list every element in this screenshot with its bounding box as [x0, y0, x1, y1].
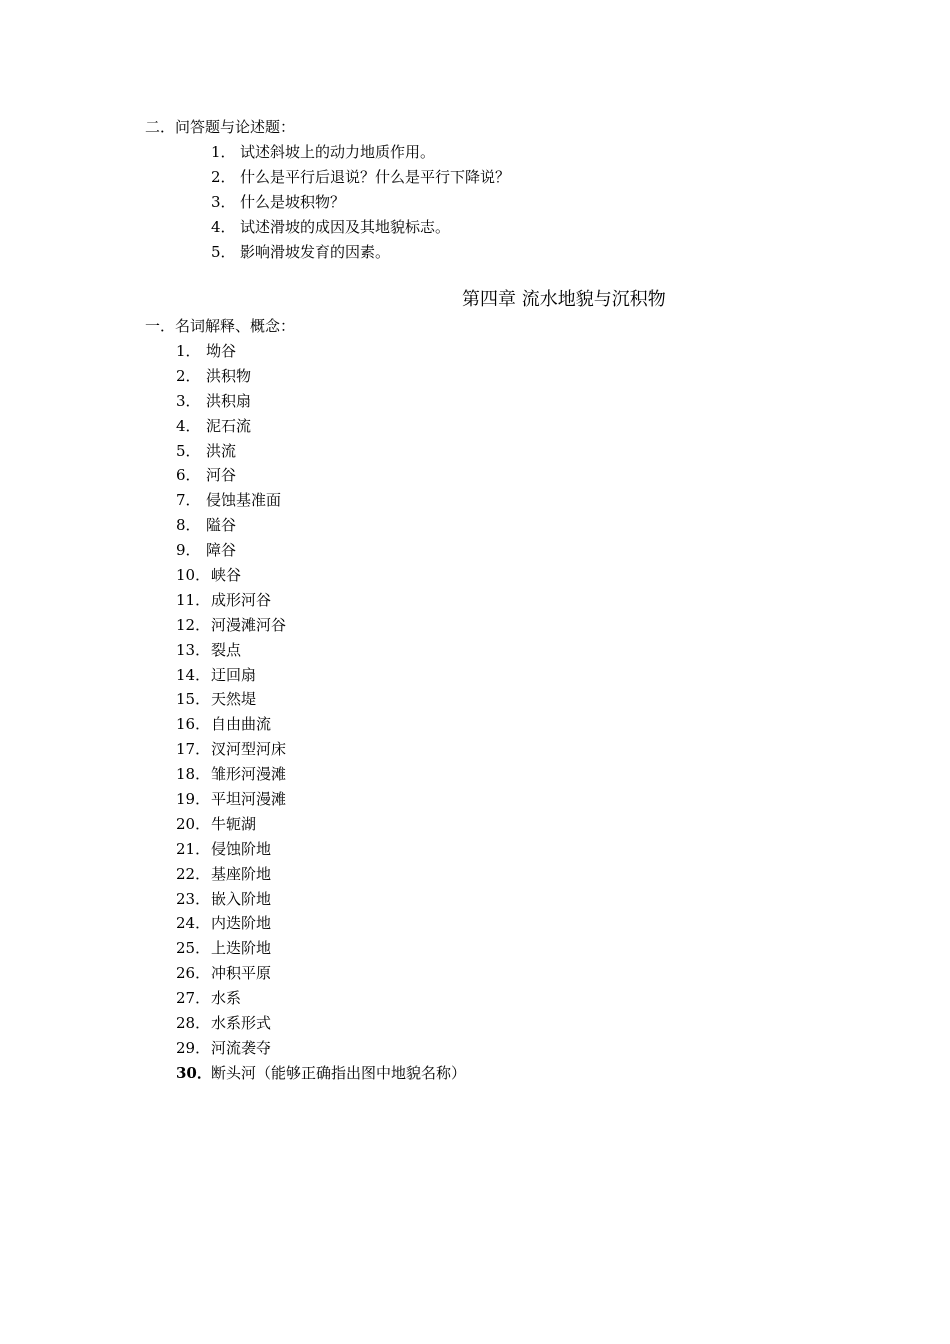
- item-number: 21．: [176, 839, 211, 858]
- chapter-title: 第四章 流水地貌与沉积物: [462, 289, 666, 310]
- item-number: 2．: [176, 366, 201, 385]
- item-number: 28．: [176, 1014, 211, 1033]
- list-item: [176, 814, 466, 834]
- item-number: 27．: [176, 989, 211, 1008]
- list-item: [176, 839, 466, 859]
- item-number: 11．: [176, 590, 211, 609]
- item-text: 成形河谷: [211, 590, 272, 609]
- item-number: 8．: [176, 516, 201, 535]
- list-item: [176, 366, 466, 386]
- list-item: [176, 341, 466, 361]
- item-number: 13．: [176, 640, 211, 659]
- list-item: [211, 142, 510, 162]
- item-text: 侵蚀基准面: [206, 491, 282, 510]
- item-text: 洪积扇: [206, 391, 252, 410]
- list-item: [176, 590, 466, 610]
- item-text: 影响滑坡发育的因素。: [240, 243, 391, 261]
- item-text: 洪积物: [206, 366, 252, 385]
- item-number: 12．: [176, 615, 211, 634]
- item-text: 试述滑坡的成因及其地貌标志。: [240, 218, 451, 236]
- item-text: 内迭阶地: [211, 914, 272, 933]
- list-item: [176, 1038, 466, 1058]
- qa-question-list: [211, 142, 510, 267]
- list-item: [176, 515, 466, 535]
- list-item: [211, 242, 510, 262]
- item-number: 3．: [176, 391, 201, 410]
- item-number: 24．: [176, 914, 211, 933]
- item-number: 9．: [176, 541, 201, 560]
- item-number: 26．: [176, 964, 211, 983]
- list-item: [176, 615, 466, 635]
- terms-list: [176, 341, 466, 1088]
- list-item: [176, 1063, 466, 1083]
- item-text: 河谷: [206, 466, 237, 485]
- item-text: 基座阶地: [211, 864, 272, 883]
- item-number: 1．: [176, 342, 201, 360]
- item-number: 17．: [176, 740, 211, 759]
- list-item: [176, 465, 466, 485]
- item-text: 隘谷: [206, 516, 237, 535]
- list-item: [211, 167, 510, 187]
- qa-section-heading: 二．问答题与论述题：: [145, 118, 296, 136]
- list-item: [176, 889, 466, 909]
- item-text: 水系形式: [211, 1014, 272, 1033]
- item-number: 4．: [211, 218, 236, 236]
- item-text: 峡谷: [211, 566, 242, 585]
- item-number: 6．: [176, 466, 201, 485]
- item-number: 2．: [211, 168, 236, 186]
- item-number: 23．: [176, 889, 211, 908]
- list-item: [176, 963, 466, 983]
- list-item: [176, 540, 466, 560]
- item-number: 1．: [211, 143, 236, 161]
- item-number: 16．: [176, 715, 211, 734]
- list-item: [211, 217, 510, 237]
- item-text: 裂点: [211, 640, 242, 659]
- list-item: [176, 665, 466, 685]
- list-item: [176, 864, 466, 884]
- list-item: [176, 913, 466, 933]
- list-item: [176, 764, 466, 784]
- item-text: 雏形河漫滩: [211, 765, 287, 784]
- item-text: 试述斜坡上的动力地质作用。: [240, 143, 436, 161]
- list-item: [176, 391, 466, 411]
- item-number: 15．: [176, 690, 211, 709]
- item-number: 5．: [211, 243, 236, 261]
- list-item: [176, 938, 466, 958]
- list-item: [176, 416, 466, 436]
- terms-section-heading: 一．名词解释、概念：: [145, 317, 296, 335]
- list-item: [176, 789, 466, 809]
- item-number: 19．: [176, 790, 211, 809]
- item-text: 河流袭夺: [211, 1038, 272, 1057]
- item-number: 5．: [176, 441, 201, 460]
- list-item: [176, 441, 466, 461]
- list-item: [176, 490, 466, 510]
- item-text: 什么是平行后退说？什么是平行下降说？: [240, 168, 511, 186]
- item-text: 牛轭湖: [211, 814, 257, 833]
- item-text: 河漫滩河谷: [211, 615, 287, 634]
- item-text: 断头河（能够正确指出图中地貌名称）: [211, 1063, 467, 1082]
- item-text: 嵌入阶地: [211, 889, 272, 908]
- item-text: 泥石流: [206, 416, 252, 435]
- list-item: [176, 714, 466, 734]
- item-text: 迂回扇: [211, 665, 257, 684]
- list-item: [176, 988, 466, 1008]
- item-number: 18．: [176, 765, 211, 784]
- item-text: 洪流: [206, 441, 237, 460]
- item-text: 什么是坡积物？: [240, 193, 346, 211]
- list-item: [176, 1013, 466, 1033]
- item-text: 上迭阶地: [211, 939, 272, 958]
- item-text: 自由曲流: [211, 715, 272, 734]
- item-number: 22．: [176, 864, 211, 883]
- item-text: 汊河型河床: [211, 740, 287, 759]
- item-text: 冲积平原: [211, 964, 272, 983]
- item-number: 4．: [176, 416, 201, 435]
- item-text: 障谷: [206, 541, 237, 560]
- item-text: 水系: [211, 989, 242, 1008]
- item-text: 侵蚀阶地: [211, 839, 272, 858]
- item-number: 3．: [211, 193, 236, 211]
- item-text: 天然堤: [211, 690, 257, 709]
- list-item: [176, 689, 466, 709]
- list-item: [176, 565, 466, 585]
- item-number: 7．: [176, 491, 201, 510]
- item-number: 29．: [176, 1038, 211, 1057]
- list-item: [211, 192, 510, 212]
- item-text: 坳谷: [206, 342, 237, 360]
- list-item: [176, 739, 466, 759]
- list-item: [176, 640, 466, 660]
- item-number: 20．: [176, 814, 211, 833]
- item-number: 25．: [176, 939, 211, 958]
- item-number: 14．: [176, 665, 211, 684]
- item-text: 平坦河漫滩: [211, 790, 287, 809]
- item-number: 30．: [176, 1063, 212, 1082]
- item-number: 10．: [176, 566, 211, 585]
